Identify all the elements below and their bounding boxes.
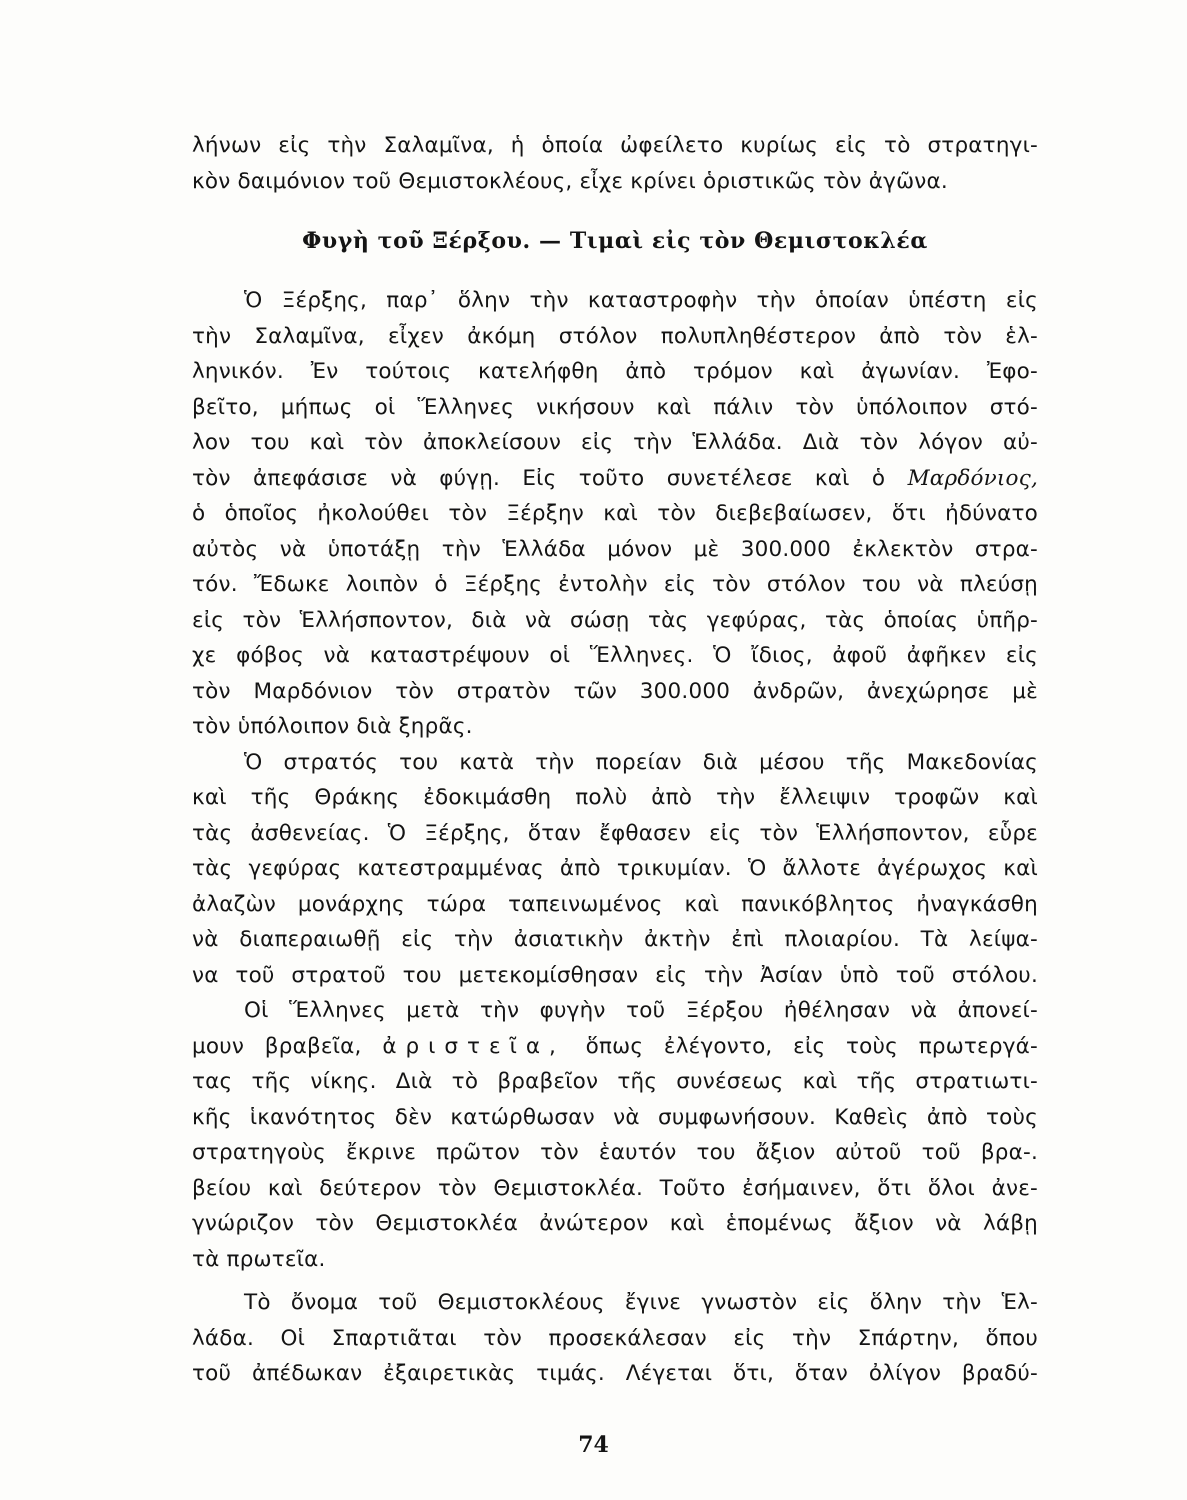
paragraph-gap: [192, 1277, 1038, 1285]
page-number: 74: [578, 1432, 609, 1458]
paragraph-3-line-2: [192, 1029, 1038, 1065]
paragraph-1-line-10: εἰς τὸν Ἑλλήσποντον, διὰ νὰ σώσῃ τὰς γεφύρας, τὰς ὁποίας ὑπῆρ-: [192, 607, 1038, 633]
paragraph-3-line-2-end: ὅπως ἐλέγοντο, εἰς τοὺς πρωτεργά-: [585, 1033, 1038, 1059]
paragraph-1-line-3: ληνικόν. Ἐν τούτοις κατελήφθη ἀπὸ τρόμον καὶ ἀγωνίαν. Ἐφο-: [192, 359, 1038, 384]
paragraph-1-line-6-text: τὸν ἀπεφάσισε νὰ φύγῃ. Εἰς τοῦτο συνετέλεσε καὶ ὁ: [192, 465, 886, 491]
paragraph-3-line-3: τας τῆς νίκης. Διὰ τὸ βραβεῖον τῆς συνέσεως καὶ τῆς στρατιωτι-: [192, 1069, 1038, 1094]
paragraph-2-line-3: τὰς ἀσθενείας. Ὁ Ξέρξης, ὅταν ἔφθασεν εἰς τὸν Ἑλλήσποντον, εὗρε: [192, 820, 1038, 846]
paragraph-1-line-9: τόν. Ἔδωκε λοιπὸν ὁ Ξέρξης ἐντολὴν εἰς τὸν στόλον του νὰ πλεύσῃ: [192, 572, 1038, 597]
paragraph-3-line-6: βείου καὶ δεύτερον τὸν Θεμιστοκλέα. Τοῦτο ἐσήμαινεν, ὅτι ὅλοι ἀνε-: [192, 1175, 1038, 1201]
aristeia-term: ἀριστεῖα,: [382, 1033, 565, 1059]
paragraph-3-line-2-start: μουν βραβεῖα,: [192, 1033, 362, 1059]
paragraph-1-line-4: βεῖτο, μήπως οἱ Ἕλληνες νικήσουν καὶ πάλιν τὸν ὑπόλοιπον στό-: [192, 394, 1038, 420]
paragraph-1-line-2: τὴν Σαλαμῖνα, εἶχεν ἀκόμη στόλον πολυπληθέστερον ἀπὸ τὸν ἑλ-: [192, 323, 1038, 349]
paragraph-1-line-5: λον του καὶ τὸν ἀποκλείσουν εἰς τὴν Ἑλλάδα. Διὰ τὸν λόγον αὐ-: [192, 430, 1038, 455]
paragraph-3-line-5: στρατηγοὺς ἔκρινε πρῶτον τὸν ἑαυτόν του ἄξιον αὐτοῦ τοῦ βρα-.: [192, 1140, 1038, 1165]
paragraph-2-line-1: Ὁ στρατός του κατὰ τὴν πορείαν διὰ μέσου τῆς Μακεδονίας: [244, 749, 1038, 775]
intro-line-1: λήνων εἰς τὴν Σαλαμῖνα, ἡ ὁποία ὠφείλετο κυρίως εἰς τὸ στρατηγι-: [192, 133, 1038, 158]
page-body: [192, 128, 1038, 1392]
paragraph-1-line-12: τὸν Μαρδόνιον τὸν στρατὸν τῶν 300.000 ἀνδρῶν, ἀνεχώρησε μὲ: [192, 678, 1038, 704]
paragraph-2-line-4: τὰς γεφύρας κατεστραμμένας ἀπὸ τρικυμίαν. Ὁ ἄλλοτε ἀγέρωχος καὶ: [192, 856, 1038, 881]
paragraph-2-line-2: καὶ τῆς Θράκης ἐδοκιμάσθη πολὺ ἀπὸ τὴν ἔλλειψιν τροφῶν καὶ: [192, 785, 1038, 810]
paragraph-2-line-6: νὰ διαπεραιωθῇ εἰς τὴν ἀσιατικὴν ἀκτὴν ἐπὶ πλοιαρίου. Τὰ λείψα-: [192, 927, 1038, 952]
mardonios-name: Μαρδόνιος,: [907, 465, 1038, 491]
paragraph-2-line-7: να τοῦ στρατοῦ του μετεκομίσθησαν εἰς τὴν Ἀσίαν ὑπὸ τοῦ στόλου.: [192, 962, 1038, 988]
paragraph-3-line-1: Οἱ Ἕλληνες μετὰ τὴν φυγὴν τοῦ Ξέρξου ἠθέλησαν νὰ ἀπονεί-: [244, 998, 1038, 1023]
section-heading: Φυγὴ τοῦ Ξέρξου. — Τιμαὶ εἰς τὸν Θεμιστοκλέα: [302, 228, 928, 254]
paragraph-3-line-7: γνώριζον τὸν Θεμιστοκλέα ἀνώτερον καὶ ἑπομένως ἄξιον νὰ λάβῃ: [192, 1211, 1038, 1236]
paragraph-4-line-1: Τὸ ὄνομα τοῦ Θεμιστοκλέους ἔγινε γνωστὸν εἰς ὅλην τὴν Ἑλ-: [244, 1290, 1038, 1315]
paragraph-4-line-3: τοῦ ἀπέδωκαν ἐξαιρετικὰς τιμάς. Λέγεται ὅτι, ὅταν ὀλίγον βραδύ-: [192, 1361, 1038, 1386]
paragraph-4-line-2: λάδα. Οἱ Σπαρτιᾶται τὸν προσεκάλεσαν εἰς τὴν Σπάρτην, ὅπου: [192, 1325, 1038, 1351]
paragraph-1-line-11: χε φόβος νὰ καταστρέψουν οἱ Ἕλληνες. Ὁ ἴδιος, ἀφοῦ ἀφῆκεν εἰς: [192, 643, 1038, 668]
intro-line-2: κὸν δαιμόνιον τοῦ Θεμιστοκλέους, εἶχε κρίνει ὁριστικῶς τὸν ἀγῶνα.: [192, 168, 948, 194]
paragraph-1-line-1: Ὁ Ξέρξης, παρ᾿ ὅλην τὴν καταστροφὴν τὴν ὁποίαν ὑπέστη εἰς: [244, 288, 1038, 313]
paragraph-1-line-7: ὁ ὁποῖος ἠκολούθει τὸν Ξέρξην καὶ τὸν διεβεβαίωσεν, ὅτι ἠδύνατο: [192, 501, 1038, 526]
paragraph-3-line-4: κῆς ἱκανότητος δὲν κατώρθωσαν νὰ συμφωνήσουν. Καθεὶς ἀπὸ τοὺς: [192, 1104, 1038, 1130]
paragraph-3-line-8: τὰ πρωτεῖα.: [192, 1246, 326, 1272]
paragraph-2-line-5: ἀλαζὼν μονάρχης τώρα ταπεινωμένος καὶ πανικόβλητος ἠναγκάσθη: [192, 891, 1038, 917]
paragraph-1-line-13: τὸν ὑπόλοιπον διὰ ξηρᾶς.: [192, 714, 473, 739]
paragraph-1-line-6: [192, 461, 1038, 497]
paragraph-1-line-8: αὐτὸς νὰ ὑποτάξῃ τὴν Ἑλλάδα μόνον μὲ 300.000 ἐκλεκτὸν στρα-: [192, 536, 1038, 562]
